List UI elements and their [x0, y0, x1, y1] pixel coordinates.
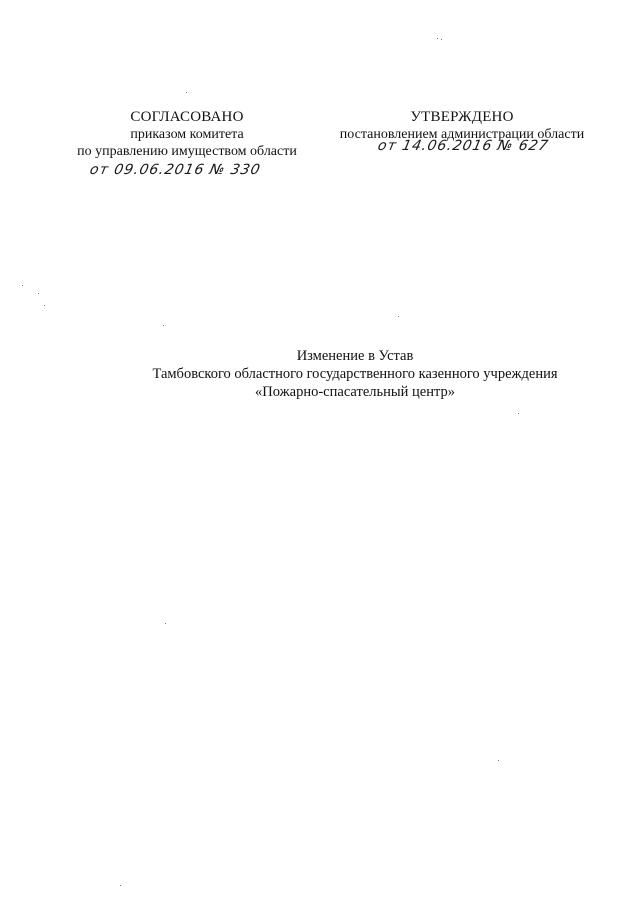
scan-speck — [120, 885, 121, 886]
approved-heading: УТВЕРЖДЕНО — [410, 109, 514, 125]
approved-handwritten-date-number: от 14.06.2016 № 627 — [376, 138, 551, 154]
agreed-order-line: приказом комитета — [130, 127, 244, 142]
title-line-2: Тамбовского областного государственного казенного учреждения — [152, 366, 558, 382]
title-line-1: Изменение в Устав — [296, 348, 414, 364]
approved-resolution-line: постановлением администрации области — [339, 127, 585, 142]
scan-speck — [22, 285, 23, 286]
scan-speck — [518, 413, 519, 414]
document-title — [110, 347, 600, 401]
scan-speck — [38, 293, 39, 294]
scan-speck — [186, 92, 187, 93]
scan-speck — [437, 38, 438, 39]
scan-speck — [165, 623, 166, 624]
scan-speck — [44, 305, 45, 306]
title-line-3: «Пожарно-спасательный центр» — [255, 384, 455, 400]
scan-speck — [498, 760, 499, 761]
agreed-committee-line: по управлению имуществом области — [77, 144, 297, 159]
scan-speck — [398, 316, 399, 317]
agreed-handwritten-date-number: от 09.06.2016 № 330 — [88, 162, 263, 178]
scan-speck — [163, 325, 164, 326]
agreed-heading: СОГЛАСОВАНО — [130, 109, 244, 125]
scan-speck — [441, 39, 442, 40]
agreed-block — [62, 108, 312, 160]
